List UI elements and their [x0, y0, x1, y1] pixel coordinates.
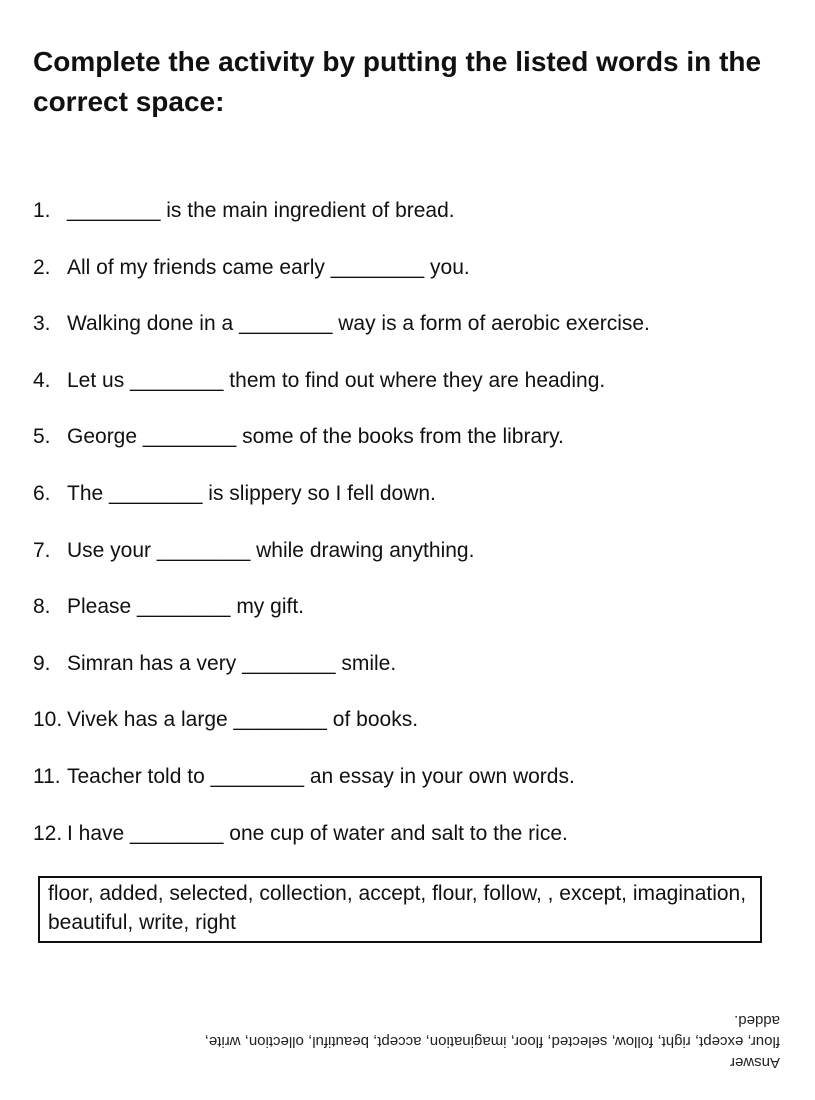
question-number: 11.	[33, 764, 61, 788]
question-item	[33, 536, 793, 593]
question-text: I have ________ one cup of water and salt to the rice.	[67, 821, 568, 845]
question-list	[33, 196, 793, 875]
question-number: 7.	[33, 538, 51, 562]
question-number: 4.	[33, 368, 51, 392]
question-item	[33, 762, 793, 819]
question-number: 12.	[33, 821, 63, 845]
question-item	[33, 705, 793, 762]
question-text: Please ________ my gift.	[67, 595, 304, 619]
question-item	[33, 196, 793, 253]
question-number: 6.	[33, 481, 51, 505]
answer-label: Answer	[729, 1054, 780, 1071]
question-text: George ________ some of the books from the library.	[67, 425, 564, 449]
question-number: 8.	[33, 595, 51, 619]
question-number: 3.	[33, 312, 51, 336]
question-item	[33, 819, 793, 876]
question-text: Let us ________ them to find out where they are heading.	[67, 368, 606, 392]
answer-key-upside-down	[180, 1010, 780, 1073]
question-text: Use your ________ while drawing anything.	[67, 538, 475, 562]
question-text: The ________ is slippery so I fell down.	[67, 481, 436, 505]
question-item	[33, 309, 793, 366]
question-text: Simran has a very ________ smile.	[67, 651, 397, 675]
question-item	[33, 649, 793, 706]
question-number: 2.	[33, 255, 51, 279]
question-number: 10.	[33, 708, 63, 732]
question-number: 1.	[33, 199, 51, 222]
question-text: Teacher told to ________ an essay in your own words.	[67, 764, 575, 788]
question-item	[33, 592, 793, 649]
answer-text: flour, except, right, follow, selected, floor, imagination, accept, beautiful, ollection, write, added.	[204, 1012, 780, 1050]
question-item	[33, 366, 793, 423]
question-item	[33, 253, 793, 310]
question-text: Walking done in a ________ way is a form of aerobic exercise.	[67, 312, 650, 336]
word-bank-box	[38, 876, 762, 943]
question-item	[33, 479, 793, 536]
question-text: Vivek has a large ________ of books.	[67, 708, 419, 732]
question-text: All of my friends came early ________ you.	[67, 255, 470, 279]
word-bank-text: floor, added, selected, collection, accept, flour, follow, , except, imagination, beautiful, write, right	[48, 882, 747, 934]
question-number: 5.	[33, 425, 51, 449]
worksheet-title: Complete the activity by putting the listed words in the correct space:	[33, 46, 762, 117]
question-number: 9.	[33, 651, 51, 675]
question-text: ________ is the main ingredient of bread.	[67, 199, 455, 222]
question-item	[33, 422, 793, 479]
